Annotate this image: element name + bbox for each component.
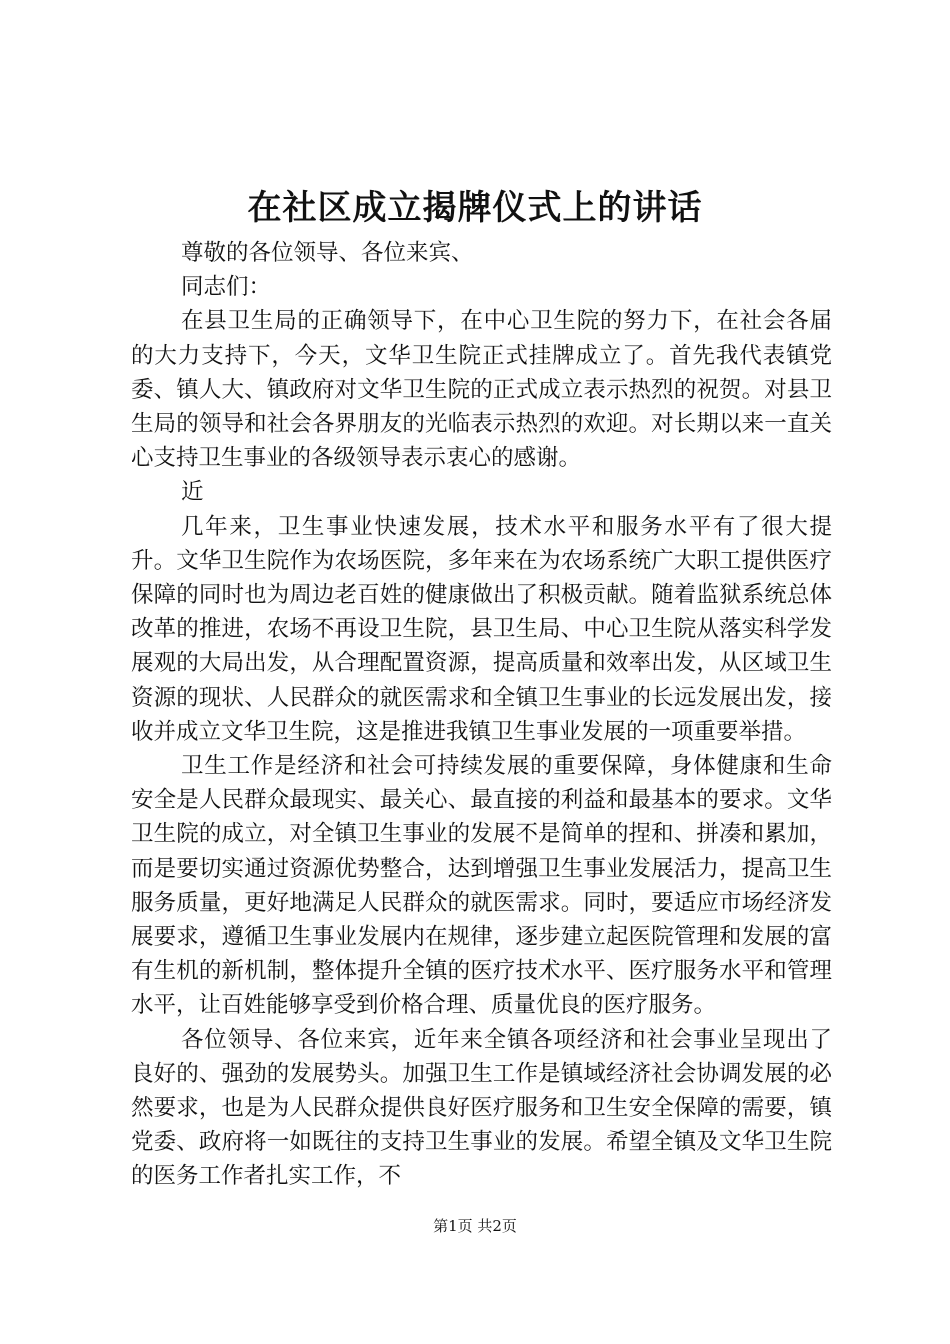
body-paragraph: 卫生工作是经济和社会可持续发展的重要保障，身体健康和生命安全是人民群众最现实、最关心、最直接的利益和最基本的要求。文华卫生院的成立，对全镇卫生事业的发展不是简单的捏和、拼凑和累加，而是要切实通过资源优势整合，达到增强卫生事业发展活力，提高卫生服务质量，更好地满足人民群众的就医需求。同时，要适应市场经济发展要求，遵循卫生事业发展内在规律，逐步建立起医院管理和发展的富有生机的新机制，整体提升全镇的医疗技术水平、医疗服务水平和管理水平，让百姓能够享受到价格合理、质量优良的医疗服务。 — [131, 753, 832, 1019]
body-paragraph: 各位领导、各位来宾，近年来全镇各项经济和社会事业呈现出了良好的、强劲的发展势头。加强卫生工作是镇域经济社会协调发展的必然要求，也是为人民群众提供良好医疗服务和卫生安全保障的需要，镇党委、政府将一如既往的支持卫生事业的发展。希望全镇及文华卫生院的医务工作者扎实工作，不 — [131, 1026, 832, 1190]
salutation-line: 同志们： — [181, 274, 272, 301]
page-number-footer: 第1页 共2页 — [433, 1217, 517, 1235]
document-body — [131, 236, 832, 1194]
body-paragraph: 近 — [181, 479, 204, 506]
document-title: 在社区成立揭牌仪式上的讲话 — [247, 188, 703, 228]
body-paragraph: 几年来，卫生事业快速发展，技术水平和服务水平有了很大提升。文华卫生院作为农场医院，多年来在为农场系统广大职工提供医疗保障的同时也为周边老百姓的健康做出了积极贡献。随着监狱系统总体改革的推进，农场不再设卫生院，县卫生局、中心卫生院从落实科学发展观的大局出发，从合理配置资源，提高质量和效率出发，从区域卫生资源的现状、人民群众的就医需求和全镇卫生事业的长远发展出发，接收并成立文华卫生院，这是推进我镇卫生事业发展的一项重要举措。 — [131, 513, 832, 745]
body-paragraph: 在县卫生局的正确领导下，在中心卫生院的努力下，在社会各届的大力支持下，今天，文华卫生院正式挂牌成立了。首先我代表镇党委、镇人大、镇政府对文华卫生院的正式成立表示热烈的祝贺。对县卫生局的领导和社会各界朋友的光临表示热烈的欢迎。对长期以来一直关心支持卫生事业的各级领导表示衷心的感谢。 — [131, 308, 832, 472]
salutation-line: 尊敬的各位领导、各位来宾、 — [181, 240, 474, 266]
